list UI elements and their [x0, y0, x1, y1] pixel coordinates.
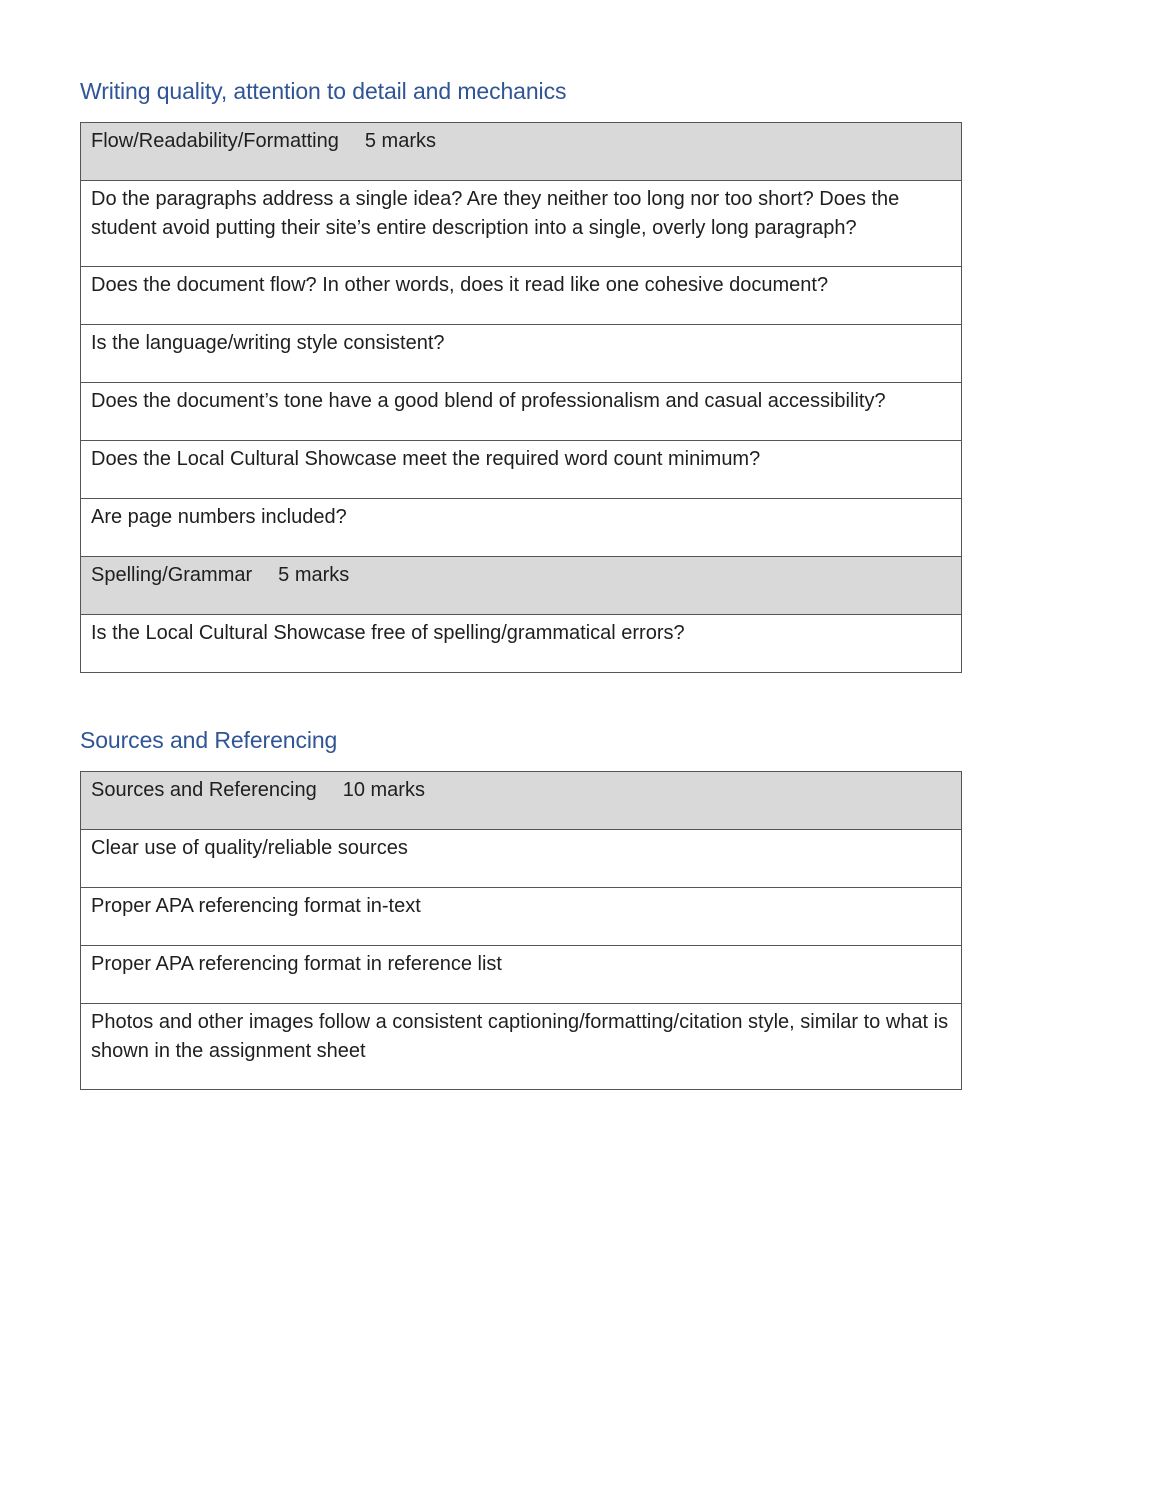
rubric-criterion: Do the paragraphs address a single idea? Are they neither too long nor too short? Does the student avoid putting their site’s entire description into a single, overly long paragraph?	[81, 180, 961, 266]
rubric-criterion: Is the Local Cultural Showcase free of spelling/grammatical errors?	[81, 614, 961, 672]
sources-referencing-rubric-table	[80, 771, 962, 1090]
rubric-category-sources-referencing	[81, 772, 961, 829]
writing-quality-rubric-table	[80, 122, 962, 673]
category-marks: 5 marks	[364, 130, 436, 152]
rubric-criterion: Proper APA referencing format in-text	[81, 887, 961, 945]
rubric-criterion: Clear use of quality/reliable sources	[81, 829, 961, 887]
rubric-criterion: Are page numbers included?	[81, 498, 961, 556]
rubric-category-flow-readability	[81, 123, 961, 180]
rubric-category-spelling-grammar	[81, 556, 961, 614]
rubric-criterion: Is the language/writing style consistent?	[81, 324, 961, 382]
rubric-criterion: Proper APA referencing format in reference list	[81, 945, 961, 1003]
sources-referencing-section	[80, 723, 962, 1090]
category-label: Spelling/Grammar	[91, 564, 253, 586]
rubric-criterion: Does the Local Cultural Showcase meet the required word count minimum?	[81, 440, 961, 498]
rubric-criterion: Photos and other images follow a consistent captioning/formatting/citation style, similar to what is shown in the assignment sheet	[81, 1003, 961, 1089]
writing-quality-section	[80, 74, 962, 673]
rubric-criterion: Does the document flow? In other words, does it read like one cohesive document?	[81, 266, 961, 324]
category-marks: 10 marks	[342, 779, 425, 801]
category-label: Sources and Referencing	[91, 779, 317, 801]
section-heading-sources-referencing: Sources and Referencing	[80, 727, 338, 753]
category-label: Flow/Readability/Formatting	[91, 130, 339, 152]
category-marks: 5 marks	[278, 564, 350, 586]
section-heading-writing-quality: Writing quality, attention to detail and mechanics	[80, 78, 567, 104]
rubric-criterion: Does the document’s tone have a good blend of professionalism and casual accessibility?	[81, 382, 961, 440]
